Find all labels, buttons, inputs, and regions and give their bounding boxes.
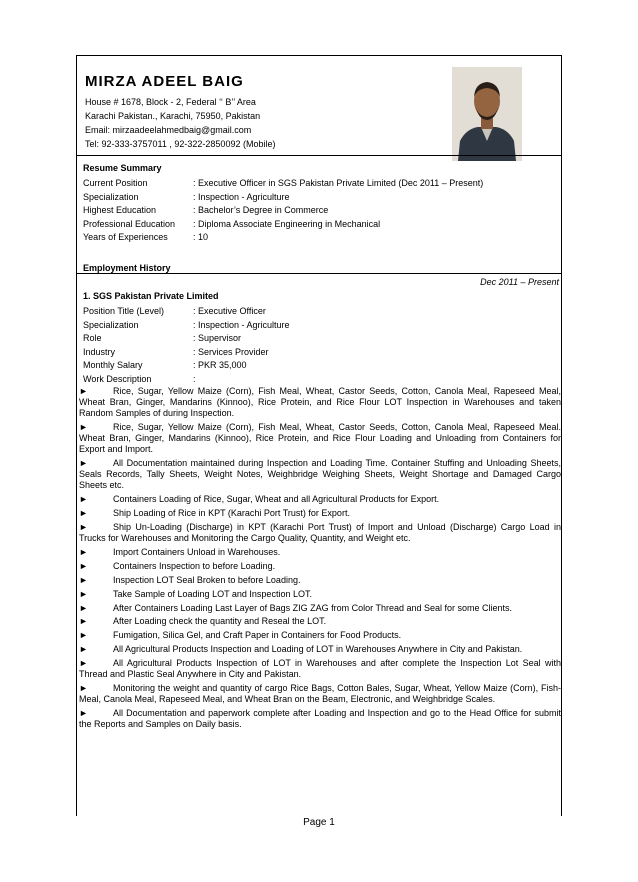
row-value: : Supervisor: [193, 333, 242, 344]
row-label: Work Description: [83, 373, 152, 384]
row-value: : Inspection - Agriculture: [193, 191, 290, 202]
table-row: [83, 319, 290, 333]
list-item: [79, 589, 561, 600]
list-item: [79, 561, 561, 572]
bullet-arrow-icon: ►: [79, 508, 88, 519]
email-line: Email: mirzaadeelahmedbaig@gmail.com: [85, 125, 252, 135]
row-label: Professional Education: [83, 218, 176, 229]
divider: [77, 273, 561, 274]
list-item: [79, 547, 561, 558]
bullet-text: Ship Un-Loading (Discharge) in KPT (Karachi Port Trust) of Import and Unload (Discharge) Cargo Load in Trucks for Warehouses and Monitoring the Cargo Quality, Quantity, and Weight etc.: [79, 522, 561, 544]
table-row: [83, 359, 290, 373]
row-label: Current Position: [83, 178, 148, 188]
resume-page: [76, 55, 562, 816]
row-label: Years of Experiences: [83, 232, 168, 243]
table-row: [83, 332, 290, 346]
divider: [77, 155, 561, 156]
bullet-arrow-icon: ►: [79, 574, 88, 585]
bullet-arrow-icon: ►: [79, 560, 88, 571]
contact-block: [85, 95, 275, 151]
row-label: Industry: [83, 346, 116, 357]
table-row: [83, 305, 290, 319]
row-label: Position Title (Level): [83, 306, 165, 316]
bullet-text: Monitoring the weight and quantity of cargo Rice Bags, Cotton Bales, Sugar, Wheat, Yellow Maize (Corn), Fish-Meal, Canola Meal, Rapeseed Meal, and Wheat Bran on the Beam, Electronic, and Weighbridge Scales.: [79, 683, 561, 705]
row-label: Monthly Salary: [83, 360, 143, 371]
work-description-list: [79, 386, 561, 733]
employment-date: Dec 2011 – Present: [480, 277, 559, 287]
row-value: : Bachelor’s Degree in Commerce: [193, 205, 329, 216]
summary-table: [83, 177, 483, 245]
row-label: Specialization: [83, 319, 139, 330]
bullet-arrow-icon: ►: [79, 522, 88, 533]
list-item: [79, 575, 561, 586]
bullet-arrow-icon: ►: [79, 644, 88, 655]
row-value: : Executive Officer: [193, 306, 266, 316]
table-row: [83, 346, 290, 360]
list-item: [79, 658, 561, 680]
list-item: [79, 422, 561, 455]
bullet-arrow-icon: ►: [79, 588, 88, 599]
list-item: [79, 630, 561, 641]
bullet-arrow-icon: ►: [79, 708, 88, 719]
bullet-text: All Agricultural Products Inspection of LOT in Warehouses and after complete the Inspection Lot Seal with Thread and Plastic Seal Anywhere in City and Pakistan.: [79, 658, 561, 680]
address-line-2: Karachi Pakistan., Karachi, 75950, Pakistan: [85, 111, 261, 121]
bullet-text: Fumigation, Silica Gel, and Craft Paper in Containers for Food Products.: [113, 630, 402, 641]
bullet-text: Containers Inspection to before Loading.: [113, 560, 276, 571]
row-label: Specialization: [83, 191, 139, 202]
list-item: [79, 386, 561, 419]
bullet-arrow-icon: ►: [79, 386, 88, 396]
bullet-text: After Loading check the quantity and Reseal the LOT.: [113, 616, 327, 627]
row-value: : Executive Officer in SGS Pakistan Private Limited (Dec 2011 – Present): [193, 178, 484, 188]
bullet-text: Inspection LOT Seal Broken to before Loading.: [113, 574, 301, 585]
list-item: [79, 522, 561, 544]
bullet-arrow-icon: ►: [79, 494, 88, 505]
list-item: [79, 494, 561, 505]
bullet-text: Rice, Sugar, Yellow Maize (Corn), Fish Meal, Wheat, Castor Seeds, Cotton, Canola Meal, Rapeseed Meal, Wheat Bran, Ginger, Mandarins (Kinnoo), Rice Protein, and Rice Flour LOT Inspection in Warehouses and taken Random Samples of during Inspection.: [79, 386, 561, 419]
bullet-text: All Documentation and paperwork complete after Loading and Inspection and go to the Head Office for submit the Reports and Samples on Daily basis.: [79, 708, 561, 730]
bullet-arrow-icon: ►: [79, 658, 88, 669]
row-value: : PKR 35,000: [193, 360, 247, 371]
list-item: [79, 458, 561, 491]
page-number: Page 1: [303, 817, 335, 828]
bullet-arrow-icon: ►: [79, 602, 88, 613]
table-row: [83, 204, 483, 218]
row-label: Role: [83, 333, 102, 344]
row-value: : Services Provider: [193, 346, 269, 357]
profile-photo: [452, 67, 522, 161]
list-item: [79, 616, 561, 627]
list-item: [79, 603, 561, 614]
list-item: [79, 708, 561, 730]
table-row: [83, 218, 483, 232]
bullet-text: After Containers Loading Last Layer of Bags ZIG ZAG from Color Thread and Seal for some Clients.: [113, 602, 513, 613]
list-item: [79, 508, 561, 519]
bullet-arrow-icon: ►: [79, 422, 88, 433]
row-label: Highest Education: [83, 205, 157, 216]
company-name: 1. SGS Pakistan Private Limited: [83, 291, 219, 301]
bullet-text: Import Containers Unload in Warehouses.: [113, 547, 281, 557]
table-row: [83, 191, 483, 205]
table-row: [83, 373, 290, 387]
row-value: : Inspection - Agriculture: [193, 319, 290, 330]
row-value: :: [193, 373, 196, 384]
bullet-text: All Documentation maintained during Inspection and Loading Time. Container Stuffing and Unloading Sheets, Seals Records, Tally Sheets, Weight Notes, Weighbridge Weighing Sheets, Weight Shortage and Damaged Cargo Sheets etc.: [79, 458, 561, 491]
row-value: : Diploma Associate Engineering in Mechanical: [193, 218, 381, 229]
table-row: [83, 231, 483, 245]
list-item: [79, 683, 561, 705]
bullet-arrow-icon: ►: [79, 616, 88, 627]
bullet-arrow-icon: ►: [79, 683, 88, 694]
phone-line: Tel: 92-333-3757011 , 92-322-2850092 (Mobile): [85, 139, 276, 149]
bullet-text: Ship Loading of Rice in KPT (Karachi Port Trust) for Export.: [113, 508, 350, 519]
bullet-text: Rice, Sugar, Yellow Maize (Corn), Fish Meal, Wheat, Castor Seeds, Cotton, Canola Meal, Rapeseed Meal. Wheat Bran, Ginger, Mandarins (Kinnoo), Rice Protein, and Rice Flour Loading and Unloading from Containers for Export and Import.: [79, 422, 561, 455]
bullet-arrow-icon: ►: [79, 458, 88, 469]
bullet-text: Take Sample of Loading LOT and Inspection LOT.: [113, 588, 312, 599]
address-line-1: House # 1678, Block - 2, Federal ‘‘ B’’ Area: [85, 97, 256, 107]
employment-title: Employment History: [83, 263, 171, 273]
candidate-name: MIRZA ADEEL BAIG: [85, 73, 244, 90]
row-value: : 10: [193, 232, 209, 243]
bullet-text: All Agricultural Products Inspection and Loading of LOT in Warehouses Anywhere in City and Pakistan.: [113, 644, 523, 655]
employment-table: [83, 305, 290, 387]
bullet-arrow-icon: ►: [79, 630, 88, 641]
table-row: [83, 177, 483, 191]
summary-title: Resume Summary: [83, 163, 162, 173]
bullet-text: Containers Loading of Rice, Sugar, Wheat and all Agricultural Products for Export.: [113, 494, 440, 505]
bullet-arrow-icon: ►: [79, 547, 88, 557]
list-item: [79, 644, 561, 655]
